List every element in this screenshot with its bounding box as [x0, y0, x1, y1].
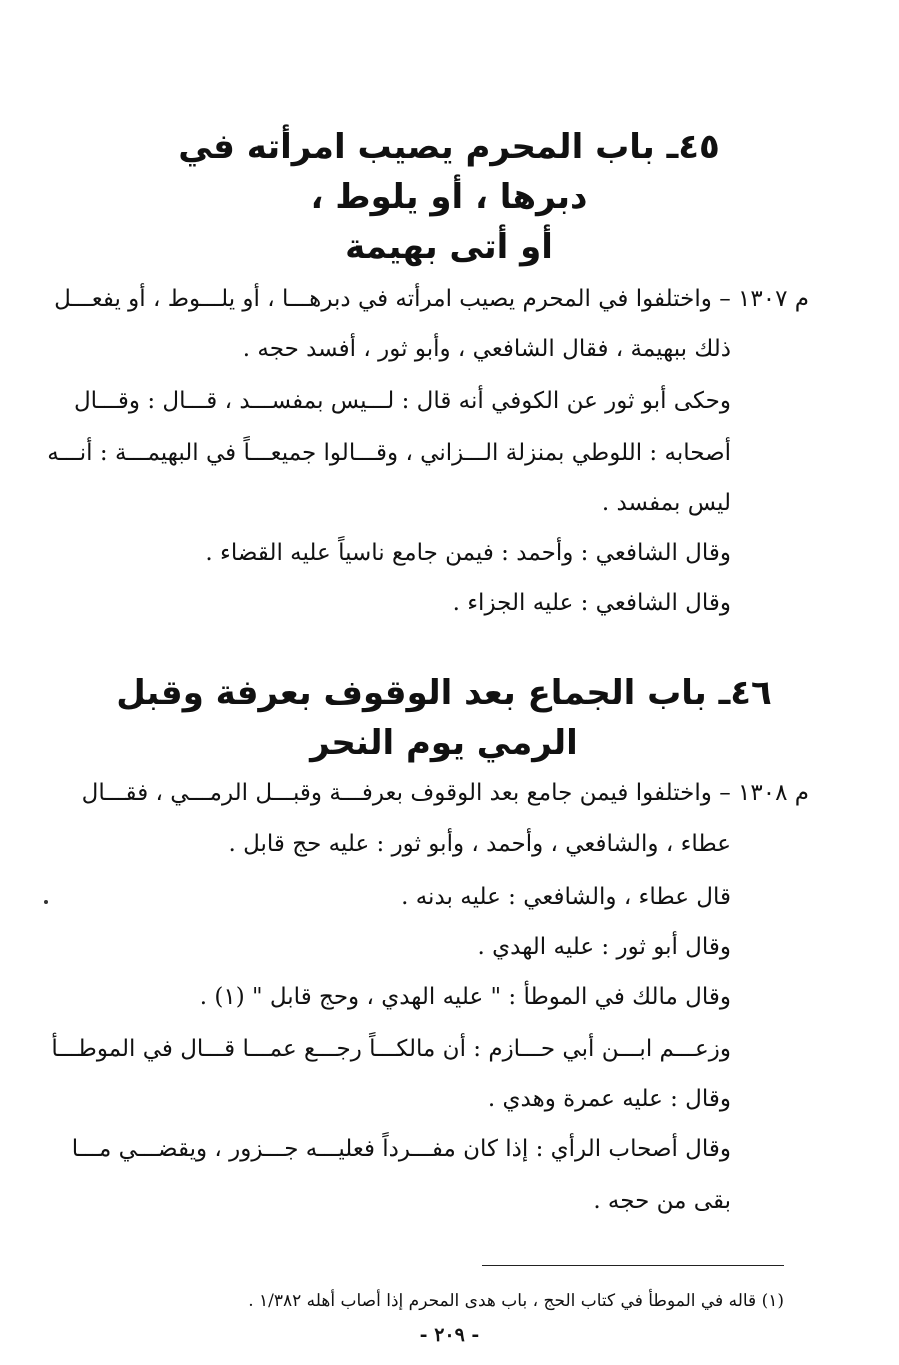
paragraph-line: ليس بمفسد . [601, 490, 731, 516]
paragraph-line: م ١٣٠٧ – واختلفوا في المحرم يصيب امرأته في دبرهـــا ، أو يلـــوط ، أو يفعـــل [54, 286, 809, 312]
paragraph-line: وقال أبو ثور : عليه الهدي . [477, 934, 731, 960]
section-45-heading [149, 122, 749, 272]
paragraph-line: قال عطاء ، والشافعي : عليه بدنه . [401, 884, 731, 910]
paragraph-line: عطاء ، والشافعي ، وأحمد ، وأبو ثور : عليه حج قابل . [228, 831, 731, 857]
paragraph-line: أصحابه : اللوطي بمنزلة الـــزاني ، وقـــالوا جميعـــاً في البهيمـــة : أنـــه [47, 440, 731, 466]
section-45-title-line-2: أو أتى بهيمة [345, 227, 553, 267]
paragraph-line: ذلك ببهيمة ، فقال الشافعي ، وأبو ثور ، أفسد حجه . [242, 336, 731, 362]
paragraph-line: م ١٣٠٨ – واختلفوا فيمن جامع بعد الوقوف بعرفـــة وقبـــل الرمـــي ، فقـــال [81, 780, 809, 806]
paragraph-line: بقى من حجه . [593, 1188, 731, 1214]
footnote: (١) قاله في الموطأ في كتاب الحج ، باب هدى المحرم إذا أصاب أهله ١/٣٨٢ . [248, 1291, 784, 1311]
section-45-title-line-1: ٤٥ـ باب المحرم يصيب امرأته في دبرها ، أو يلوط ، [178, 127, 720, 217]
paragraph-line: وقال : عليه عمرة وهدي . [487, 1086, 731, 1112]
paragraph-line: وقال الشافعي : عليه الجزاء . [452, 590, 731, 616]
paragraph-line: وقال مالك في الموطأ : " عليه الهدي ، وحج قابل " (١) . [199, 984, 731, 1010]
footnote-divider [482, 1265, 784, 1266]
paragraph-line: وزعـــم ابـــن أبي حـــازم : أن مالكـــاً رجـــع عمـــا قـــال في الموطـــأ [51, 1036, 731, 1062]
paragraph-line: وقال الشافعي : وأحمد : فيمن جامع ناسياً عليه القضاء . [205, 540, 731, 566]
paragraph-line: وقال أصحاب الرأي : إذا كان مفـــرداً فعليـــه جـــزور ، ويقضـــي مـــا [71, 1136, 731, 1162]
paragraph-line: وحكى أبو ثور عن الكوفي أنه قال : لـــيس بمفســـد ، قـــال : وقـــال [73, 388, 731, 414]
section-46-heading: ٤٦ـ باب الجماع بعد الوقوف بعرفة وقبل الرمي يوم النحر [116, 673, 772, 763]
page-number: - ٢٠٩ - [419, 1324, 480, 1346]
speck-mark [44, 900, 48, 904]
